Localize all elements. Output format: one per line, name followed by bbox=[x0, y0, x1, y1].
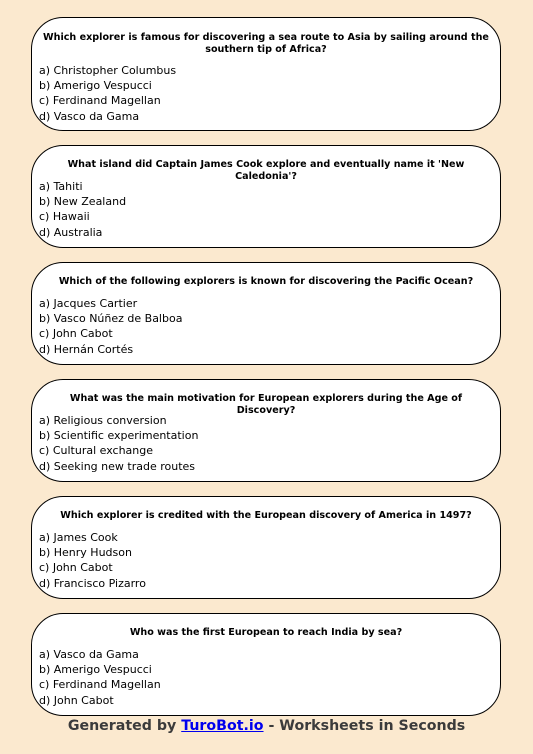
option-c: c) Ferdinand Magellan bbox=[39, 678, 161, 692]
option-b: b) Amerigo Vespucci bbox=[39, 79, 152, 93]
question-card-1 bbox=[31, 17, 501, 131]
option-b: b) New Zealand bbox=[39, 195, 127, 209]
option-c: c) John Cabot bbox=[39, 561, 113, 575]
question-card-2 bbox=[31, 145, 501, 248]
option-c: c) Hawaii bbox=[39, 210, 90, 224]
question-text: Which of the following explorers is known for discovering the Pacific Ocean? bbox=[58, 276, 474, 287]
option-d: d) Francisco Pizarro bbox=[39, 576, 146, 590]
footer-prefix: Generated by bbox=[67, 718, 182, 734]
question-card-6 bbox=[31, 613, 501, 716]
option-d: d) Vasco da Gama bbox=[39, 109, 140, 123]
option-c: c) Ferdinand Magellan bbox=[39, 94, 161, 108]
option-d: d) John Cabot bbox=[39, 693, 114, 707]
question-text: Which explorer is famous for discovering a sea route to Asia by sailing around the southern tip of Africa? bbox=[43, 32, 489, 55]
question-card-5 bbox=[31, 496, 501, 599]
question-text: Which explorer is credited with the European discovery of America in 1497? bbox=[60, 510, 472, 521]
question-card-3 bbox=[31, 262, 501, 365]
option-list bbox=[39, 179, 492, 240]
question-text: Who was the first European to reach India by sea? bbox=[129, 627, 403, 638]
option-c: c) John Cabot bbox=[39, 327, 113, 341]
option-d: d) Hernán Cortés bbox=[39, 342, 134, 356]
option-a: a) Jacques Cartier bbox=[39, 297, 138, 310]
option-c: c) Cultural exchange bbox=[39, 444, 154, 458]
question-card-4 bbox=[31, 379, 501, 482]
option-a: a) Vasco da Gama bbox=[39, 648, 139, 661]
option-b: b) Scientific experimentation bbox=[39, 429, 199, 443]
option-list bbox=[39, 647, 492, 708]
option-a: a) James Cook bbox=[39, 531, 118, 544]
option-d: d) Australia bbox=[39, 225, 103, 239]
question-text: What island did Captain James Cook explore and eventually name it 'New Caledonia'? bbox=[67, 159, 465, 182]
option-b: b) Amerigo Vespucci bbox=[39, 663, 152, 677]
footer-suffix: - Worksheets in Seconds bbox=[263, 718, 466, 734]
option-a: a) Christopher Columbus bbox=[39, 64, 177, 77]
option-list bbox=[39, 413, 492, 474]
option-list bbox=[39, 530, 492, 591]
option-a: a) Religious conversion bbox=[39, 414, 167, 427]
question-text: What was the main motivation for European explorers during the Age of Discovery? bbox=[69, 393, 463, 416]
turobot-link[interactable]: TuroBot.io bbox=[181, 718, 264, 734]
option-list bbox=[39, 296, 492, 357]
option-d: d) Seeking new trade routes bbox=[39, 459, 196, 473]
option-b: b) Vasco Núñez de Balboa bbox=[39, 312, 183, 326]
footer bbox=[0, 718, 533, 734]
option-b: b) Henry Hudson bbox=[39, 546, 132, 560]
option-a: a) Tahiti bbox=[39, 180, 83, 193]
option-list bbox=[39, 63, 492, 124]
